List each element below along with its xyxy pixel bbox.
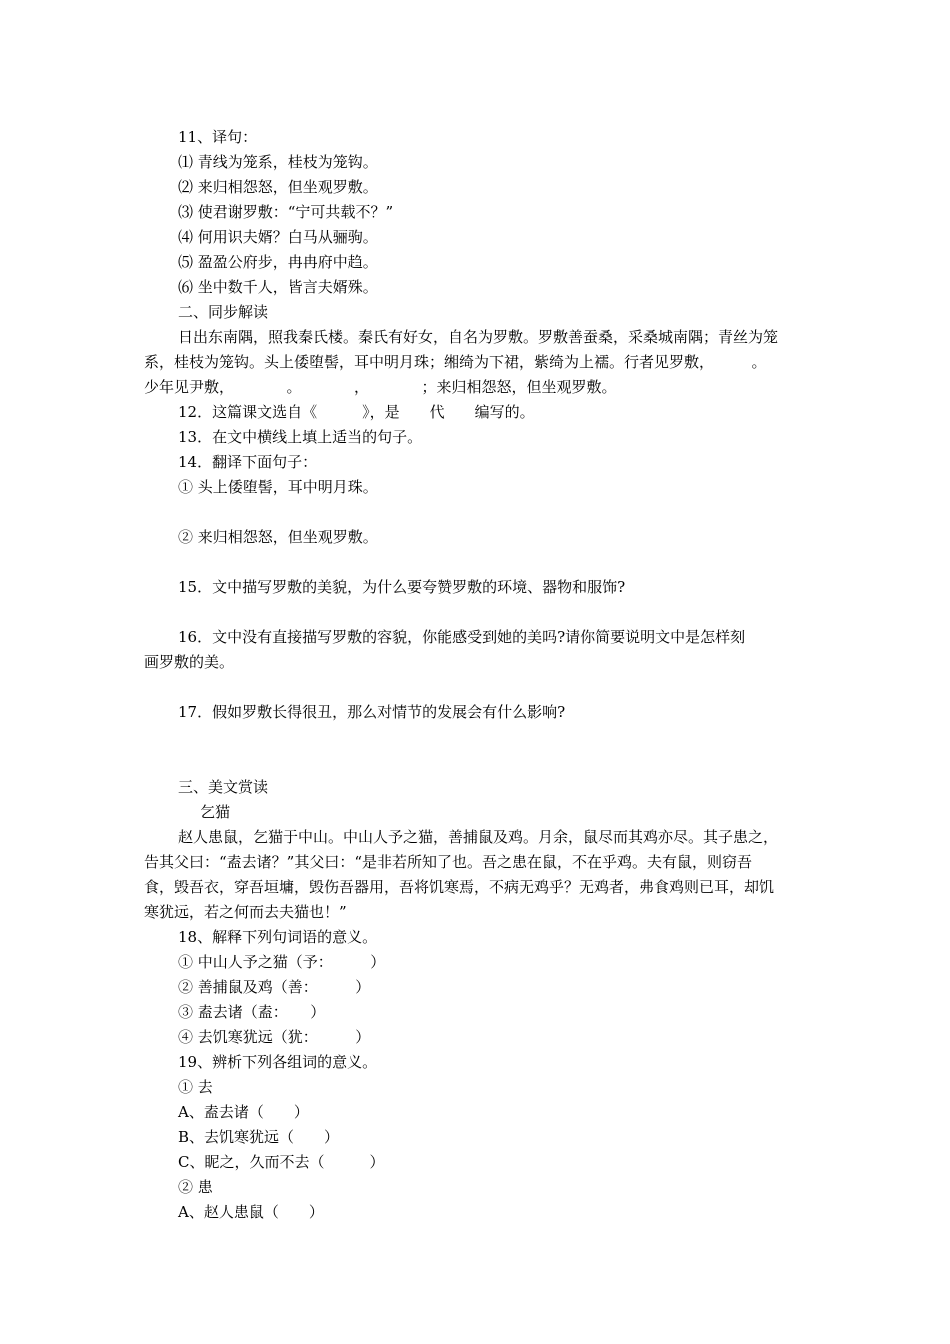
question-11-item-2: ⑵ 来归相怨怒，但坐观罗敷。: [178, 178, 378, 196]
question-18: 18、解释下列句词语的意义。: [178, 928, 378, 946]
question-11-item-5: ⑸ 盈盈公府步，冉冉府中趋。: [178, 253, 378, 271]
question-15: 15．文中描写罗敷的美貌，为什么要夸赞罗敷的环境、器物和服饰?: [178, 578, 626, 596]
question-19-group-1: ① 去: [178, 1078, 213, 1096]
question-16-line-2: 画罗敷的美。: [144, 653, 235, 671]
section-2-heading: 二、同步解读: [178, 303, 269, 321]
question-11-item-6: ⑹ 坐中数千人，皆言夫婿殊。: [178, 278, 378, 296]
question-16-line-1: 16．文中没有直接描写罗敷的容貌，你能感受到她的美吗?请你简要说明文中是怎样刻: [178, 628, 746, 646]
question-13: 13．在文中横线上填上适当的句子。: [178, 428, 423, 446]
question-18-item-2: ② 善捕鼠及鸡（善： ）: [178, 978, 371, 996]
article-line-2: 告其父曰：“盍去诸？”其父曰：“是非若所知了也。吾之患在鼠，不在乎鸡。夫有鼠，则窃吾: [144, 853, 753, 871]
section-3-heading: 三、美文赏读: [178, 778, 269, 796]
question-11-heading: 11、译句：: [178, 128, 258, 146]
question-14-sentence-2: ② 来归相怨怒，但坐观罗敷。: [178, 528, 378, 546]
question-11-item-4: ⑷ 何用识夫婿？白马从骊驹。: [178, 228, 378, 246]
question-18-item-3: ③ 盍去诸（盍： ）: [178, 1003, 326, 1021]
article-title: 乞猫: [200, 803, 231, 821]
question-11-item-1: ⑴ 青线为笼系，桂枝为笼钩。: [178, 153, 378, 171]
passage-line-3: 少年见尹敷， 。 ， ；来归相怨怒，但坐观罗敷。: [144, 378, 617, 396]
question-19-group-2-item-a: A、赵人患鼠（ ）: [178, 1203, 324, 1221]
question-19: 19、辨析下列各组词的意义。: [178, 1053, 378, 1071]
question-14: 14．翻译下面句子：: [178, 453, 318, 471]
article-line-1: 赵人患鼠，乞猫于中山。中山人予之猫，善捕鼠及鸡。月余，鼠尽而其鸡亦尽。其子患之，: [178, 828, 779, 846]
question-19-group-1-item-c: C、眤之，久而不去（ ）: [178, 1153, 385, 1171]
question-12: 12．这篇课文选自《 》，是 代 编写的。: [178, 403, 535, 421]
question-19-group-2: ② 患: [178, 1178, 213, 1196]
question-17: 17．假如罗敷长得很丑，那么对情节的发展会有什么影响?: [178, 703, 566, 721]
passage-line-2: 系，桂枝为笼钩。头上倭堕髻，耳中明月珠；缃绮为下裙，紫绮为上襦。行者见罗敷， 。: [144, 353, 767, 371]
question-18-item-1: ① 中山人予之猫（予： ）: [178, 953, 386, 971]
question-18-item-4: ④ 去饥寒犹远（犹： ）: [178, 1028, 371, 1046]
question-19-group-1-item-a: A、盍去诸（ ）: [178, 1103, 309, 1121]
question-19-group-1-item-b: B、去饥寒犹远（ ）: [178, 1128, 340, 1146]
article-line-3: 食，毁吾衣，穿吾垣墉，毁伤吾器用，吾将饥寒焉，不病无鸡乎？无鸡者，弗食鸡则已耳，却饥: [144, 878, 775, 896]
question-11-item-3: ⑶ 使君谢罗敷：“宁可共载不？”: [178, 203, 394, 221]
article-line-4: 寒犹远，若之何而去夫猫也！”: [144, 903, 347, 921]
question-14-sentence-1: ① 头上倭堕髻，耳中明月珠。: [178, 478, 378, 496]
passage-line-1: 日出东南隅，照我秦氏楼。秦氏有好女，自名为罗敷。罗敷善蚕桑，采桑城南隅；青丝为笼: [178, 328, 779, 346]
